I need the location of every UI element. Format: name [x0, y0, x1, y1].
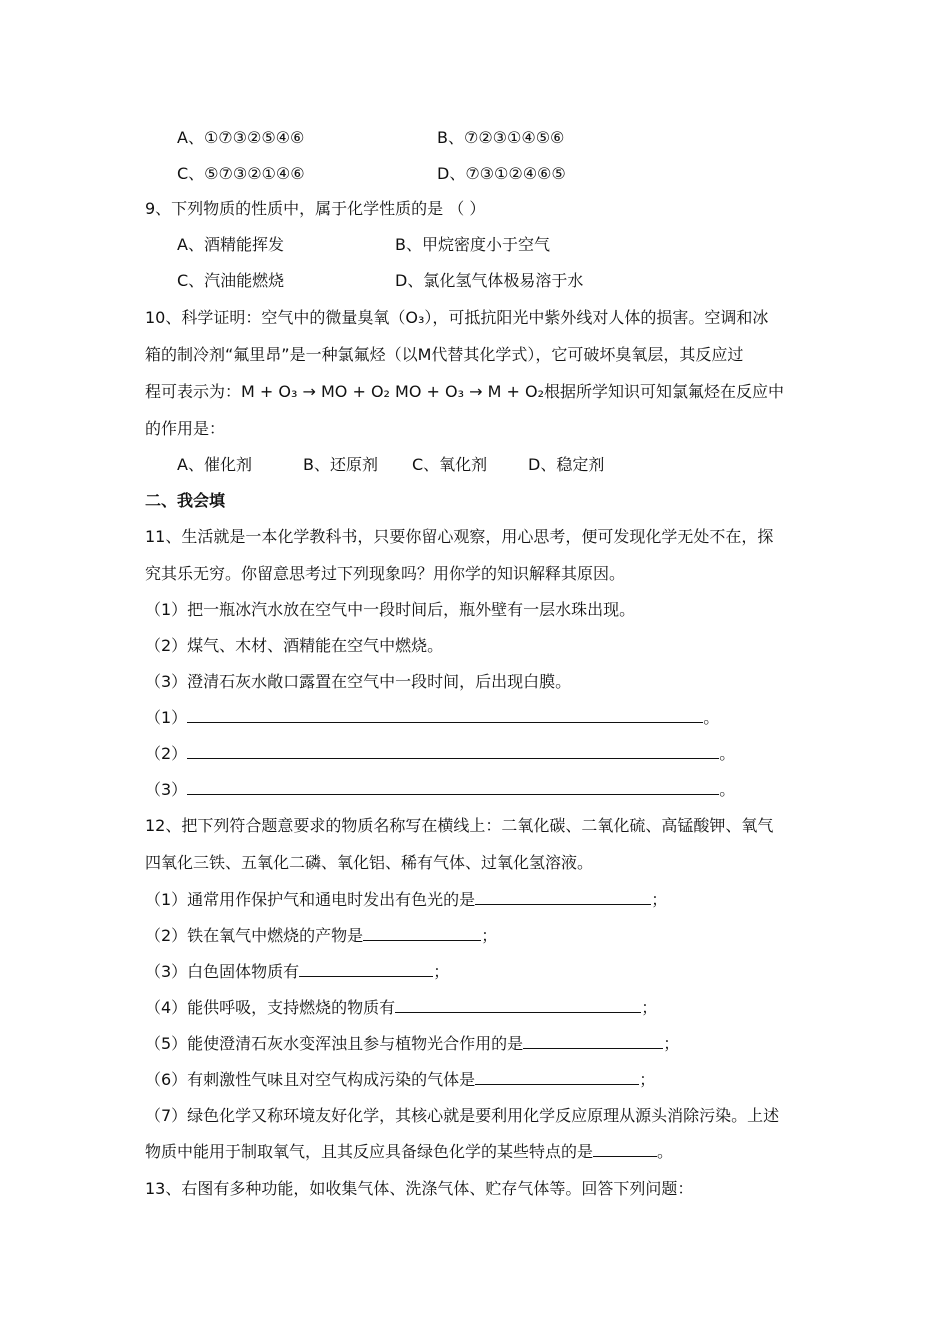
q11-answer-row-2: [145, 744, 735, 764]
q12-line-1: 12、把下列符合题意要求的物质名称写在横线上：二氧化碳、二氧化硫、高锰酸钾、氧气: [145, 816, 774, 835]
q12-item-2-text: （2）铁在氧气中燃烧的产物是: [145, 926, 364, 945]
q9-option-a: A、酒精能挥发: [177, 235, 284, 254]
section-2-title: 二、我会填: [145, 491, 226, 510]
q11-answer-blank-2[interactable]: [187, 744, 719, 759]
q10-option-a: A、催化剂: [177, 455, 252, 474]
q12-item-6-end: ；: [639, 1070, 656, 1089]
q12-blank-1[interactable]: [475, 890, 651, 905]
q11-answer-period-2: 。: [719, 744, 736, 763]
q12-item-7-line-2: [145, 1142, 673, 1162]
q9-stem: 9、下列物质的性质中，属于化学性质的是 （ ）: [145, 199, 486, 218]
q8-option-b: B、⑦②③①④⑤⑥: [437, 128, 565, 147]
q8-option-c: C、⑤⑦③②①④⑥: [177, 164, 305, 183]
q12-item-3-text: （3）白色固体物质有: [145, 962, 300, 981]
q12-item-2: [145, 926, 497, 946]
q10-option-d: D、稳定剂: [528, 455, 605, 474]
q11-answer-period-3: 。: [719, 780, 736, 799]
q12-blank-4[interactable]: [395, 998, 641, 1013]
q10-line-2: 箱的制冷剂“氟里昂”是一种氯氟烃（以M代替其化学式），它可破坏臭氧层，其反应过: [145, 345, 744, 364]
q12-item-1-text: （1）通常用作保护气和通电时发出有色光的是: [145, 890, 476, 909]
q11-answer-period-1: 。: [703, 708, 720, 727]
q12-item-6: [145, 1070, 655, 1090]
q10-line-1: 10、科学证明：空气中的微量臭氧（O₃），可抵抗阳光中紫外线对人体的损害。空调和冰: [145, 308, 769, 327]
q11-answer-blank-3[interactable]: [187, 780, 719, 795]
q11-item-1: （1）把一瓶冰汽水放在空气中一段时间后，瓶外壁有一层水珠出现。: [145, 600, 636, 619]
q12-item-2-end: ；: [481, 926, 498, 945]
q12-item-7-text: 物质中能用于制取氧气，且其反应具备绿色化学的某些特点的是: [145, 1142, 594, 1161]
q12-blank-7[interactable]: [593, 1142, 657, 1157]
q11-answer-label-3: （3）: [145, 780, 188, 799]
q11-answer-row-3: [145, 780, 735, 800]
q12-blank-3[interactable]: [299, 962, 433, 977]
q11-answer-label-1: （1）: [145, 708, 188, 727]
q12-blank-5[interactable]: [523, 1034, 663, 1049]
q12-item-7-line-1: （7）绿色化学又称环境友好化学，其核心就是要利用化学反应原理从源头消除污染。上述: [145, 1106, 780, 1125]
q11-answer-row-1: [145, 708, 719, 728]
q12-item-4-end: ；: [641, 998, 658, 1017]
q11-line-2: 究其乐无穷。你留意思考过下列现象吗？用你学的知识解释其原因。: [145, 564, 626, 583]
q11-item-3: （3）澄清石灰水敞口露置在空气中一段时间，后出现白膜。: [145, 672, 572, 691]
q8-option-d: D、⑦③①②④⑥⑤: [437, 164, 566, 183]
q8-option-a: A、①⑦③②⑤④⑥: [177, 128, 305, 147]
q12-item-3-end: ；: [433, 962, 450, 981]
q12-item-5-text: （5）能使澄清石灰水变浑浊且参与植物光合作用的是: [145, 1034, 524, 1053]
q12-item-5: [145, 1034, 679, 1054]
q12-blank-6[interactable]: [475, 1070, 639, 1085]
q12-line-2: 四氧化三铁、五氧化二磷、氧化铝、稀有气体、过氧化氢溶液。: [145, 853, 594, 872]
q10-option-c: C、氧化剂: [412, 455, 488, 474]
q12-item-3: [145, 962, 449, 982]
q12-blank-2[interactable]: [363, 926, 481, 941]
q11-answer-blank-1[interactable]: [187, 708, 703, 723]
q9-option-b: B、甲烷密度小于空气: [395, 235, 550, 254]
q9-option-c: C、汽油能燃烧: [177, 271, 285, 290]
q10-line-3: 程可表示为：M + O₃ → MO + O₂ MO + O₃ → M + O₂根据所学知识可知氯氟烃在反应中: [145, 382, 784, 401]
q11-answer-label-2: （2）: [145, 744, 188, 763]
q9-option-d: D、氯化氢气体极易溶于水: [395, 271, 584, 290]
q12-item-4-text: （4）能供呼吸，支持燃烧的物质有: [145, 998, 396, 1017]
q12-item-1-end: ；: [651, 890, 668, 909]
q10-line-4: 的作用是：: [145, 419, 226, 438]
q11-line-1: 11、生活就是一本化学教科书，只要你留心观察，用心思考，便可发现化学无处不在，探: [145, 527, 774, 546]
q10-option-b: B、还原剂: [303, 455, 378, 474]
q13-line-1: 13、右图有多种功能，如收集气体、洗涤气体、贮存气体等。回答下列问题：: [145, 1179, 694, 1198]
q12-item-7-end: 。: [657, 1142, 674, 1161]
q11-item-2: （2）煤气、木材、酒精能在空气中燃烧。: [145, 636, 444, 655]
q12-item-1: [145, 890, 667, 910]
q12-item-5-end: ；: [663, 1034, 680, 1053]
q12-item-4: [145, 998, 657, 1018]
q12-item-6-text: （6）有刺激性气味且对空气构成污染的气体是: [145, 1070, 476, 1089]
